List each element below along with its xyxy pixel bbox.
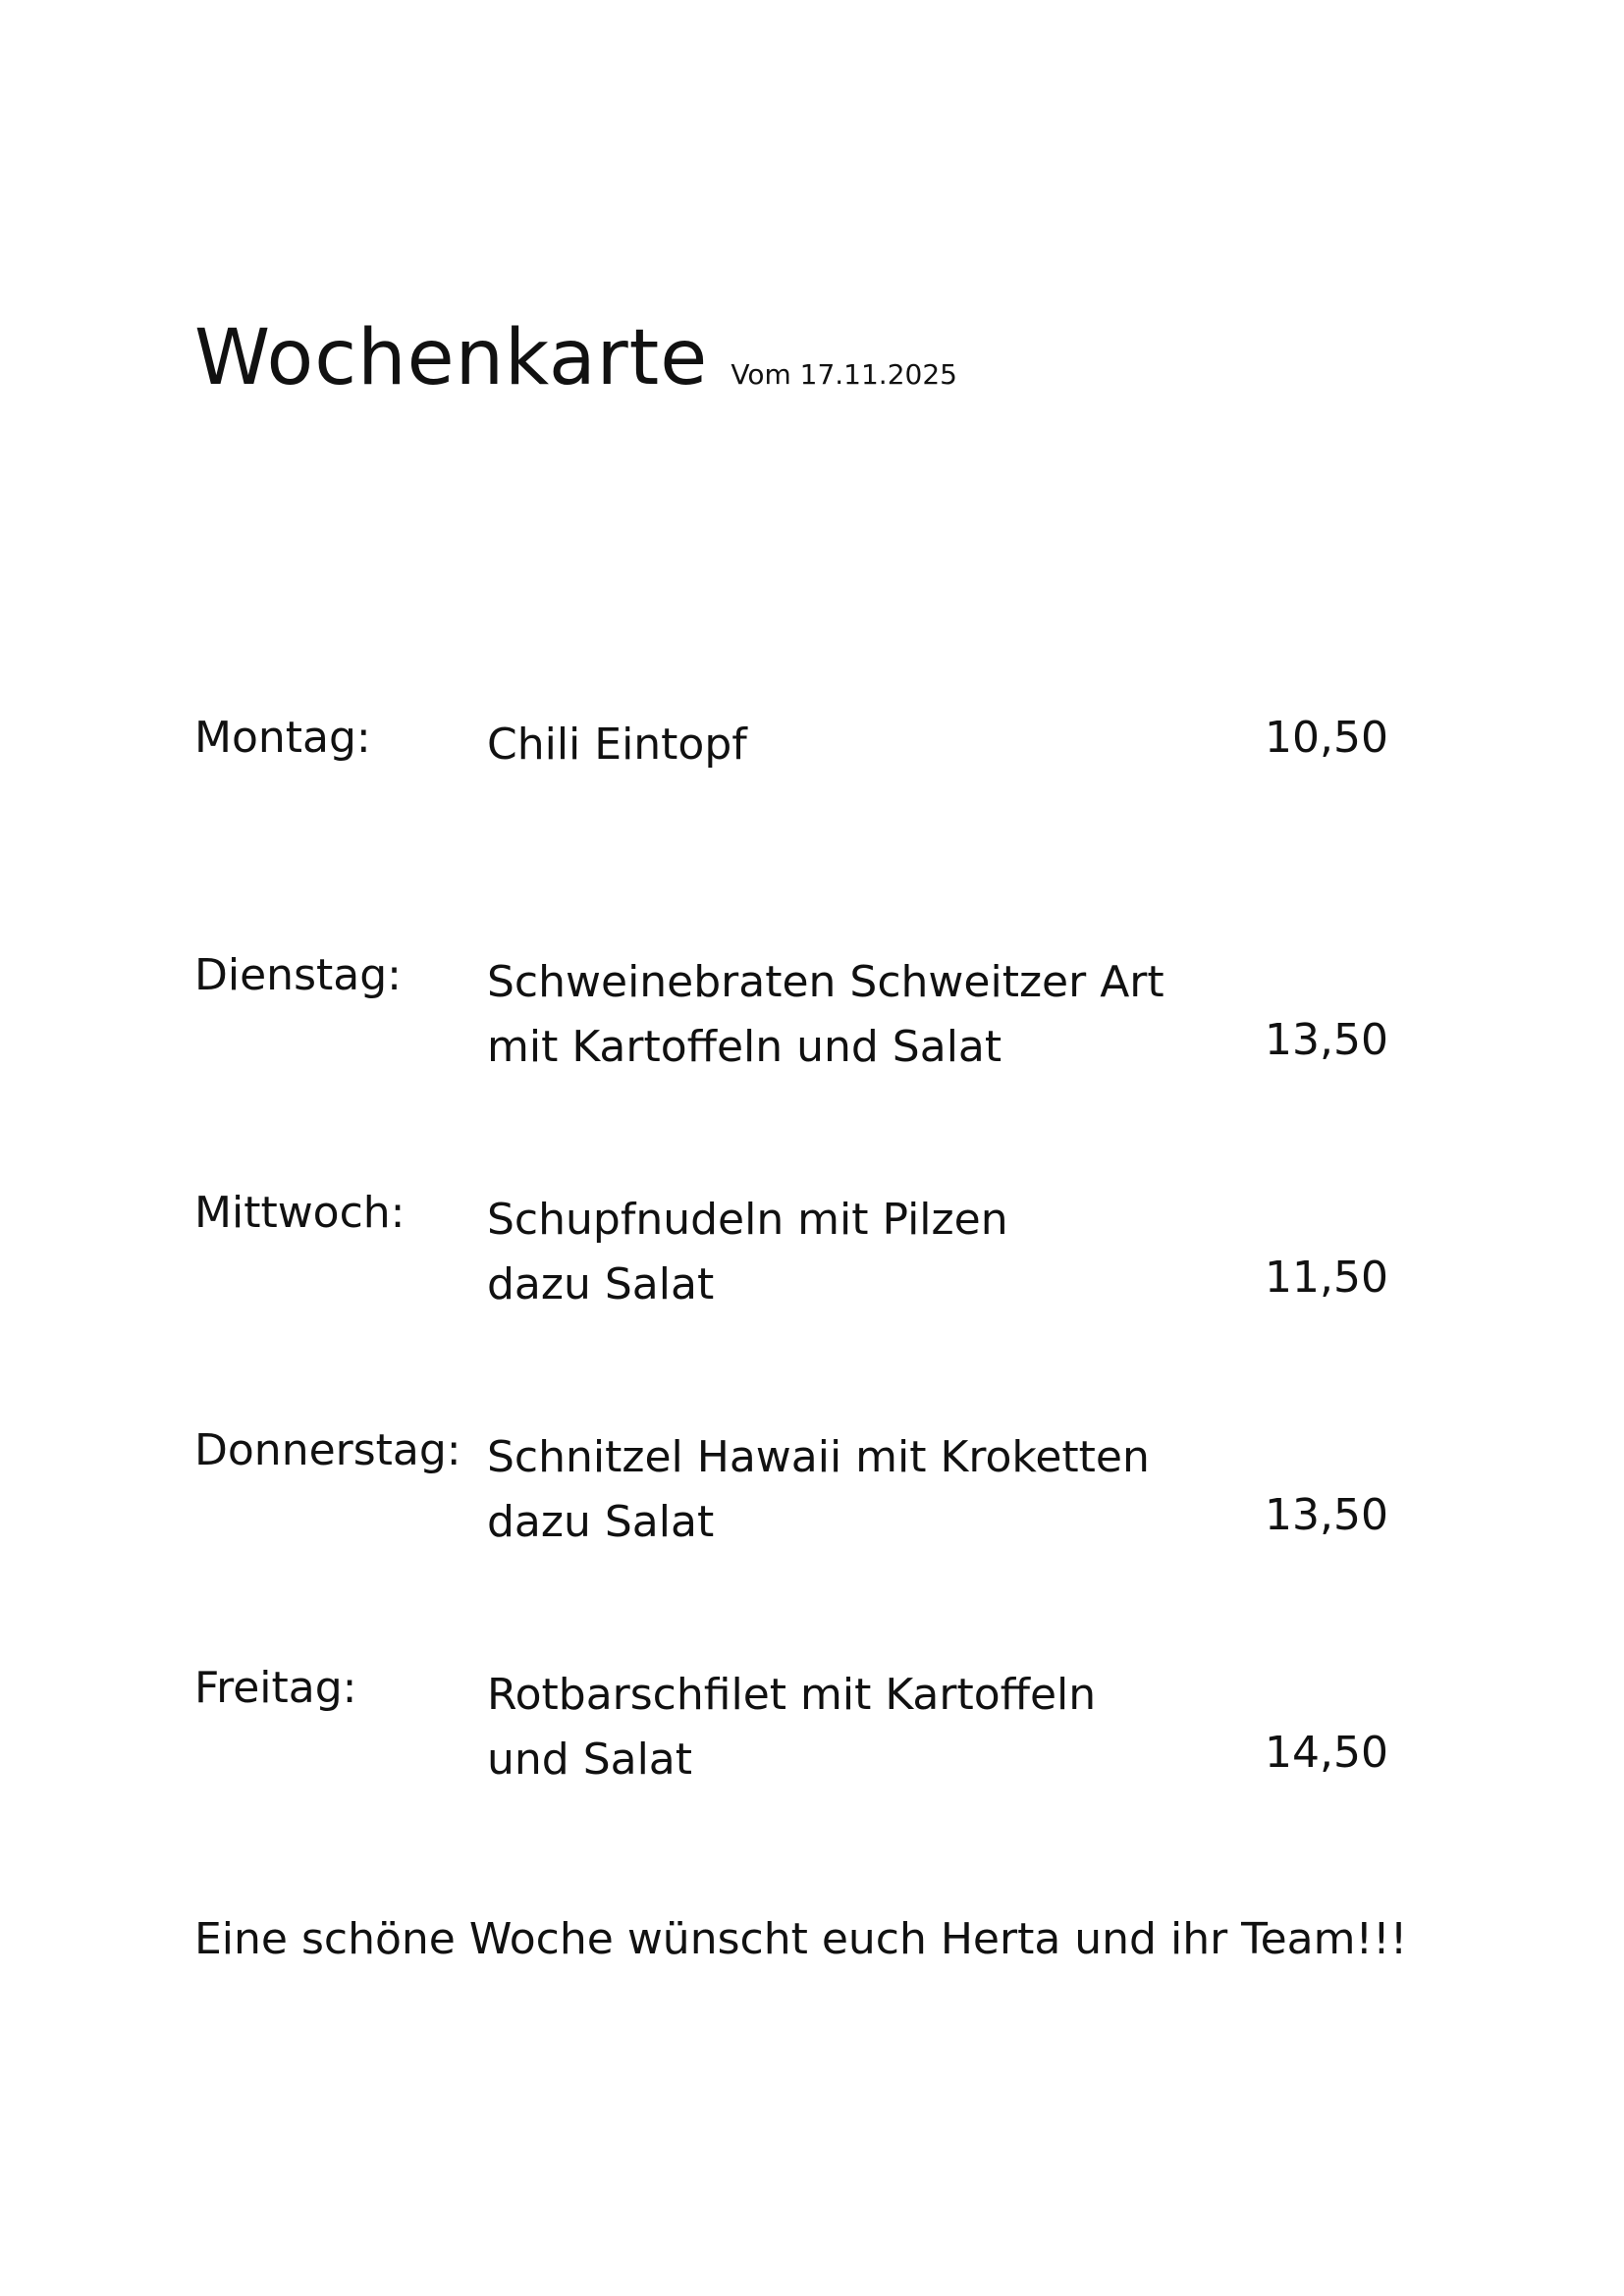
menu-row-dienstag (194, 925, 1412, 1162)
dish-line-1: Schupfnudeln mit Pilzen (487, 1195, 1008, 1245)
dish-description (487, 1188, 1008, 1317)
dish-line-2: mit Kartoffeln und Salat (487, 1022, 1002, 1072)
date-subtitle: Vom 17.11.2025 (731, 358, 957, 391)
day-label: Montag: (194, 713, 371, 763)
dish-price: 13,50 (1265, 1490, 1388, 1540)
menu-row-mittwoch (194, 1162, 1412, 1400)
menu-row-montag (194, 687, 1412, 925)
dish-line-1: Rotbarschfilet mit Kartoffeln (487, 1670, 1097, 1720)
dish-line-1: Schnitzel Hawaii mit Kroketten (487, 1432, 1150, 1482)
dish-description (487, 950, 1164, 1080)
dish-price: 11,50 (1265, 1253, 1388, 1303)
menu-row-freitag (194, 1637, 1412, 1875)
dish-price: 13,50 (1265, 1015, 1388, 1065)
dish-line-2: dazu Salat (487, 1259, 715, 1309)
day-label: Dienstag: (194, 950, 402, 1000)
dish-description (487, 1425, 1150, 1555)
day-label: Mittwoch: (194, 1188, 406, 1238)
dish-line-2: dazu Salat (487, 1497, 715, 1547)
menu-row-donnerstag (194, 1400, 1412, 1637)
dish-line-1: Chili Eintopf (487, 720, 747, 770)
menu-header (194, 314, 957, 402)
dish-price: 10,50 (1265, 713, 1388, 763)
weekly-menu (194, 687, 1412, 1875)
day-label: Freitag: (194, 1663, 357, 1713)
dish-description (487, 1663, 1096, 1792)
page-title: Wochenkarte (194, 314, 709, 402)
dish-description (487, 713, 747, 777)
dish-line-1: Schweinebraten Schweitzer Art (487, 957, 1164, 1007)
day-label: Donnerstag: (194, 1425, 461, 1475)
closing-message: Eine schöne Woche wünscht euch Herta und ihr Team!!! (194, 1914, 1408, 1964)
dish-price: 14,50 (1265, 1728, 1388, 1778)
dish-line-2: und Salat (487, 1735, 693, 1785)
